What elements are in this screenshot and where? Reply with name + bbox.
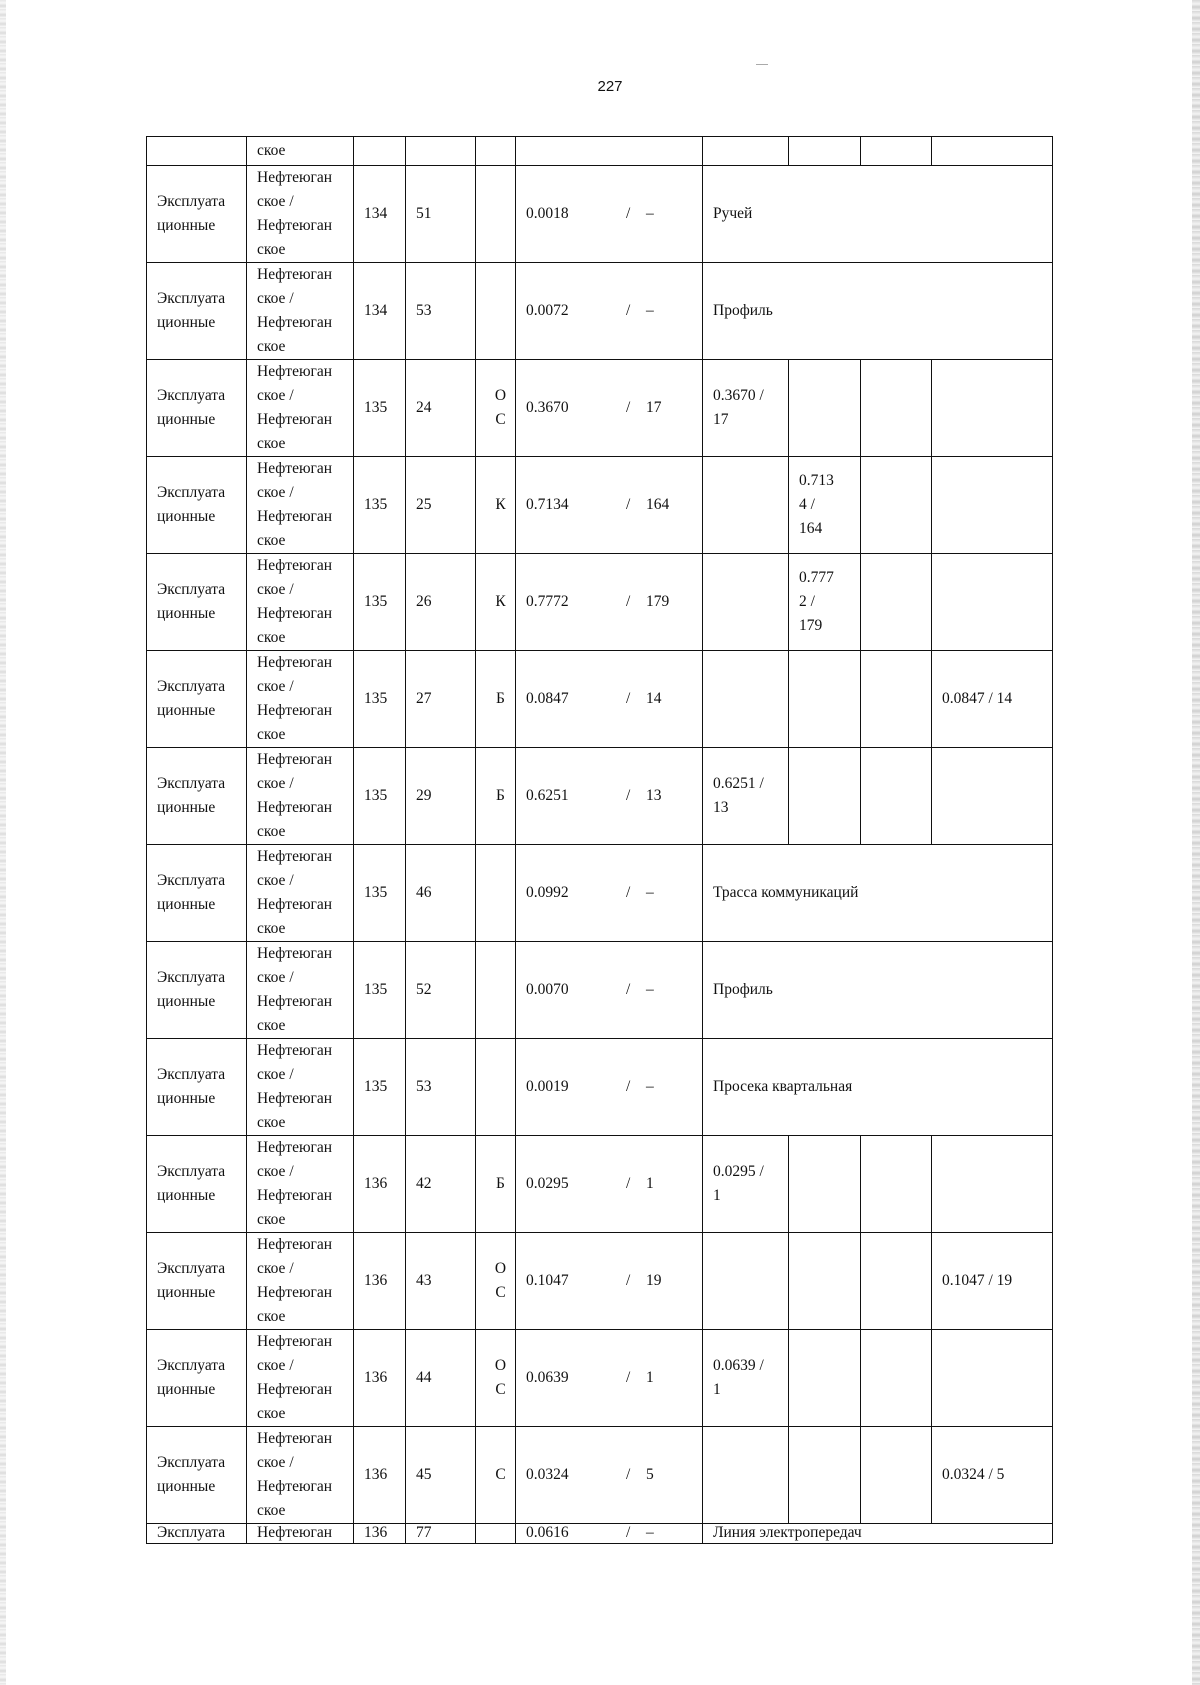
area-cell	[516, 554, 703, 651]
area-cell	[516, 845, 703, 942]
g1-cell: 0.3670 / 17	[703, 360, 789, 457]
table-row	[147, 1427, 1053, 1524]
type-cell: Эксплуата ционные	[147, 942, 247, 1039]
kv-cell: 135	[354, 748, 406, 845]
note-cell: Профиль	[703, 263, 1053, 360]
kv-cell: 134	[354, 166, 406, 263]
field-cell: Нефтеюган ское / Нефтеюган ское	[247, 263, 354, 360]
table-row	[147, 1330, 1053, 1427]
g4-cell: 0.0847 / 14	[932, 651, 1053, 748]
table-row	[147, 166, 1053, 263]
area-separator: /	[626, 1175, 631, 1192]
area-value: 0.0992	[526, 884, 569, 901]
kv-cell	[354, 137, 406, 166]
num-cell: 53	[406, 1039, 476, 1136]
type-cell: Эксплуата ционные	[147, 1330, 247, 1427]
field-cell: Нефтеюган ское / Нефтеюган ское	[247, 1136, 354, 1233]
type-cell: Эксплуата ционные	[147, 845, 247, 942]
area-cell	[516, 1136, 703, 1233]
g1-cell	[703, 651, 789, 748]
area-cell	[516, 651, 703, 748]
cat-cell	[476, 166, 516, 263]
area-value: 0.0324	[526, 1466, 569, 1483]
type-cell: Эксплуата ционные	[147, 166, 247, 263]
area-count: 19	[646, 1272, 662, 1289]
num-cell	[406, 137, 476, 166]
area-count: –	[646, 884, 654, 901]
area-count: –	[646, 302, 654, 319]
area-separator: /	[626, 1524, 631, 1541]
cat-cell	[476, 137, 516, 166]
cat-cell: О С	[476, 1233, 516, 1330]
field-cell: Нефтеюган ское / Нефтеюган ское	[247, 1330, 354, 1427]
g4-cell	[932, 1136, 1053, 1233]
g4-cell	[932, 360, 1053, 457]
cat-cell: О С	[476, 360, 516, 457]
area-separator: /	[626, 1078, 631, 1095]
table-row	[147, 845, 1053, 942]
field-cell: Нефтеюган ское / Нефтеюган ское	[247, 554, 354, 651]
area-value: 0.0616	[526, 1524, 569, 1541]
table-row	[147, 651, 1053, 748]
page-number: 227	[597, 78, 623, 95]
area-cell	[516, 942, 703, 1039]
field-cell: ское	[247, 137, 354, 166]
kv-cell: 135	[354, 651, 406, 748]
kv-cell: 136	[354, 1427, 406, 1524]
area-separator: /	[626, 981, 631, 998]
type-cell: Эксплуата ционные	[147, 651, 247, 748]
area-cell	[516, 1427, 703, 1524]
area-count: –	[646, 981, 654, 998]
num-cell: 46	[406, 845, 476, 942]
kv-cell: 135	[354, 942, 406, 1039]
g2-cell	[789, 651, 861, 748]
g2-cell	[789, 1427, 861, 1524]
area-count: 5	[646, 1466, 654, 1483]
area-cell	[516, 457, 703, 554]
kv-cell: 136	[354, 1233, 406, 1330]
area-separator: /	[626, 593, 631, 610]
kv-cell: 134	[354, 263, 406, 360]
cat-cell	[476, 1039, 516, 1136]
num-cell: 29	[406, 748, 476, 845]
area-cell	[516, 1524, 703, 1544]
area-value: 0.7134	[526, 496, 569, 513]
area-separator: /	[626, 787, 631, 804]
field-cell: Нефтеюган ское / Нефтеюган ское	[247, 651, 354, 748]
num-cell: 45	[406, 1427, 476, 1524]
g1-cell	[703, 554, 789, 651]
area-value: 0.0072	[526, 302, 569, 319]
area-cell	[516, 166, 703, 263]
area-value: 0.7772	[526, 593, 569, 610]
cat-cell	[476, 845, 516, 942]
g4-cell	[932, 554, 1053, 651]
type-cell: Эксплуата ционные	[147, 554, 247, 651]
cat-cell	[476, 942, 516, 1039]
g2-cell	[789, 1330, 861, 1427]
g1-cell: 0.0639 / 1	[703, 1330, 789, 1427]
area-cell	[516, 748, 703, 845]
note-cell: Ручей	[703, 166, 1053, 263]
table-row	[147, 554, 1053, 651]
cat-cell	[476, 1524, 516, 1544]
g2-cell	[789, 1233, 861, 1330]
table-row	[147, 1233, 1053, 1330]
num-cell: 44	[406, 1330, 476, 1427]
area-separator: /	[626, 1466, 631, 1483]
kv-cell: 136	[354, 1136, 406, 1233]
field-cell: Нефтеюган ское / Нефтеюган ское	[247, 360, 354, 457]
note-cell: Профиль	[703, 942, 1053, 1039]
cat-cell: С	[476, 1427, 516, 1524]
type-cell	[147, 137, 247, 166]
area-count: –	[646, 1524, 654, 1541]
type-cell: Эксплуата ционные	[147, 263, 247, 360]
g2-cell	[789, 360, 861, 457]
type-cell: Эксплуата ционные	[147, 1136, 247, 1233]
area-count: –	[646, 205, 654, 222]
num-cell: 51	[406, 166, 476, 263]
g2-cell	[789, 137, 861, 166]
table-row	[147, 748, 1053, 845]
scan-artifact	[756, 64, 768, 65]
area-separator: /	[626, 690, 631, 707]
area-value: 0.0018	[526, 205, 569, 222]
type-cell: Эксплуата	[147, 1524, 247, 1544]
table-row	[147, 263, 1053, 360]
g1-cell	[703, 137, 789, 166]
area-cell	[516, 137, 703, 166]
type-cell: Эксплуата ционные	[147, 1039, 247, 1136]
g3-cell	[861, 1330, 932, 1427]
area-cell	[516, 1233, 703, 1330]
g3-cell	[861, 554, 932, 651]
num-cell: 43	[406, 1233, 476, 1330]
num-cell: 25	[406, 457, 476, 554]
area-value: 0.1047	[526, 1272, 569, 1289]
note-cell: Трасса коммуникаций	[703, 845, 1053, 942]
g3-cell	[861, 360, 932, 457]
table-row	[147, 360, 1053, 457]
table-row	[147, 457, 1053, 554]
area-value: 0.0847	[526, 690, 569, 707]
cat-cell: Б	[476, 651, 516, 748]
area-count: 17	[646, 399, 662, 416]
table-row	[147, 942, 1053, 1039]
table-row-continuation	[147, 137, 1053, 166]
num-cell: 77	[406, 1524, 476, 1544]
area-cell	[516, 360, 703, 457]
type-cell: Эксплуата ционные	[147, 457, 247, 554]
g1-cell: 0.0295 / 1	[703, 1136, 789, 1233]
g3-cell	[861, 457, 932, 554]
num-cell: 42	[406, 1136, 476, 1233]
g3-cell	[861, 1136, 932, 1233]
area-separator: /	[626, 1369, 631, 1386]
cat-cell: К	[476, 554, 516, 651]
note-cell: Линия электропередач	[703, 1524, 1053, 1544]
area-separator: /	[626, 884, 631, 901]
field-cell: Нефтеюган ское / Нефтеюган ское	[247, 845, 354, 942]
g1-cell	[703, 1233, 789, 1330]
cat-cell: Б	[476, 748, 516, 845]
g4-cell	[932, 137, 1053, 166]
g2-cell	[789, 748, 861, 845]
g3-cell	[861, 748, 932, 845]
field-cell: Нефтеюган	[247, 1524, 354, 1544]
g1-cell: 0.6251 / 13	[703, 748, 789, 845]
field-cell: Нефтеюган ское / Нефтеюган ское	[247, 942, 354, 1039]
note-cell: Просека квартальная	[703, 1039, 1053, 1136]
cat-cell	[476, 263, 516, 360]
g4-cell	[932, 457, 1053, 554]
area-value: 0.6251	[526, 787, 569, 804]
cat-cell: О С	[476, 1330, 516, 1427]
field-cell: Нефтеюган ское / Нефтеюган ское	[247, 748, 354, 845]
area-value: 0.0070	[526, 981, 569, 998]
area-value: 0.0295	[526, 1175, 569, 1192]
g3-cell	[861, 137, 932, 166]
num-cell: 24	[406, 360, 476, 457]
area-cell	[516, 263, 703, 360]
field-cell: Нефтеюган ское / Нефтеюган ское	[247, 457, 354, 554]
g4-cell: 0.1047 / 19	[932, 1233, 1053, 1330]
g2-cell: 0.713 4 / 164	[789, 457, 861, 554]
area-count: 14	[646, 690, 662, 707]
num-cell: 52	[406, 942, 476, 1039]
g3-cell	[861, 1233, 932, 1330]
area-count: –	[646, 1078, 654, 1095]
scan-edge-left	[0, 0, 6, 1685]
kv-cell: 136	[354, 1330, 406, 1427]
field-cell: Нефтеюган ское / Нефтеюган ское	[247, 1427, 354, 1524]
kv-cell: 135	[354, 1039, 406, 1136]
area-separator: /	[626, 302, 631, 319]
g4-cell	[932, 1330, 1053, 1427]
g2-cell: 0.777 2 / 179	[789, 554, 861, 651]
field-cell: Нефтеюган ское / Нефтеюган ское	[247, 166, 354, 263]
area-count: 179	[646, 593, 670, 610]
type-cell: Эксплуата ционные	[147, 1233, 247, 1330]
area-value: 0.0019	[526, 1078, 569, 1095]
area-value: 0.3670	[526, 399, 569, 416]
area-count: 164	[646, 496, 670, 513]
g3-cell	[861, 1427, 932, 1524]
kv-cell: 135	[354, 554, 406, 651]
type-cell: Эксплуата ционные	[147, 360, 247, 457]
area-separator: /	[626, 399, 631, 416]
field-cell: Нефтеюган ское / Нефтеюган ское	[247, 1233, 354, 1330]
type-cell: Эксплуата ционные	[147, 1427, 247, 1524]
num-cell: 53	[406, 263, 476, 360]
num-cell: 27	[406, 651, 476, 748]
area-cell	[516, 1330, 703, 1427]
kv-cell: 135	[354, 360, 406, 457]
g2-cell	[789, 1136, 861, 1233]
area-count: 1	[646, 1369, 654, 1386]
g3-cell	[861, 651, 932, 748]
area-separator: /	[626, 205, 631, 222]
field-cell: Нефтеюган ское / Нефтеюган ское	[247, 1039, 354, 1136]
table-row-partial	[147, 1524, 1053, 1544]
table-row	[147, 1136, 1053, 1233]
scan-edge-right	[1192, 0, 1200, 1685]
area-separator: /	[626, 1272, 631, 1289]
kv-cell: 136	[354, 1524, 406, 1544]
cat-cell: К	[476, 457, 516, 554]
table-row	[147, 1039, 1053, 1136]
cat-cell: Б	[476, 1136, 516, 1233]
area-count: 13	[646, 787, 662, 804]
register-table	[146, 136, 1053, 1544]
area-separator: /	[626, 496, 631, 513]
num-cell: 26	[406, 554, 476, 651]
g4-cell	[932, 748, 1053, 845]
type-cell: Эксплуата ционные	[147, 748, 247, 845]
g4-cell: 0.0324 / 5	[932, 1427, 1053, 1524]
area-count: 1	[646, 1175, 654, 1192]
area-value: 0.0639	[526, 1369, 569, 1386]
area-cell	[516, 1039, 703, 1136]
kv-cell: 135	[354, 457, 406, 554]
g1-cell	[703, 1427, 789, 1524]
kv-cell: 135	[354, 845, 406, 942]
g1-cell	[703, 457, 789, 554]
